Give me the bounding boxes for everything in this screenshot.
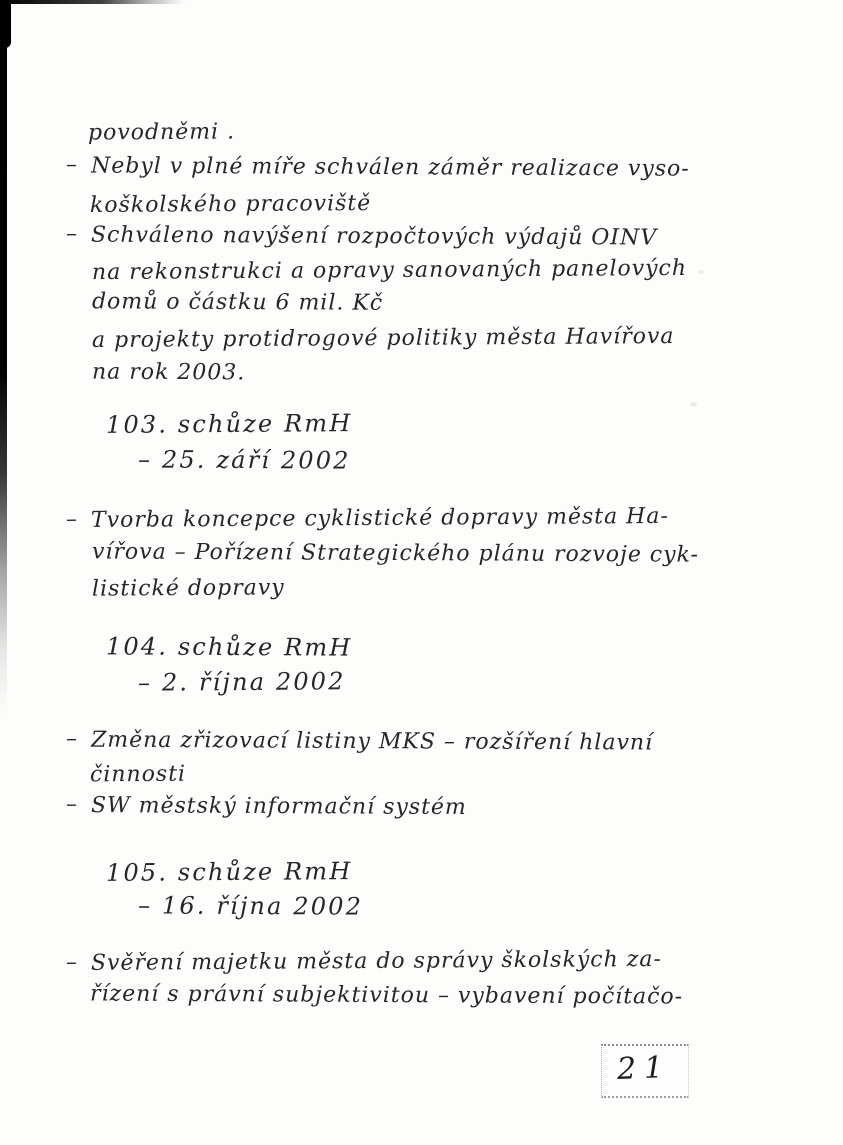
handwritten-line (92, 539, 699, 569)
line-text: listické dopravy (91, 575, 285, 602)
line-text: – 25. září 2002 (137, 445, 351, 475)
handwritten-line (90, 762, 186, 789)
line-text: činnosti (89, 761, 187, 788)
line-text: 105. schůze RmH (105, 857, 353, 887)
line-text: a projekty protidrogové politiky města Havířova (91, 323, 675, 354)
line-text: SW městský informační systém (90, 793, 467, 821)
handwritten-line (92, 289, 383, 317)
page-number: 21 (616, 1050, 672, 1087)
bullet-dash: – (65, 726, 79, 752)
bullet-dash: – (65, 791, 79, 818)
handwritten-line (88, 119, 235, 146)
meeting-heading (106, 857, 353, 888)
handwritten-line (92, 575, 285, 603)
bullet-dash: – (65, 507, 79, 533)
meeting-date (138, 667, 346, 697)
line-text: koškolského pracoviště (89, 191, 372, 218)
line-text: domů o částku 6 mil. Kč (91, 289, 384, 316)
line-text: 104. schůze RmH (105, 632, 353, 662)
bullet-dash: – (65, 152, 79, 178)
handwritten-line (66, 504, 669, 535)
handwritten-line (66, 153, 690, 183)
line-text: – 2. října 2002 (137, 667, 346, 697)
line-text: Svěření majetku města do správy školských za- (90, 946, 662, 976)
line-text: na rok 2003. (91, 359, 246, 386)
line-text: povodněmi . (87, 119, 236, 146)
meeting-heading (106, 632, 353, 662)
line-text: Nebyl v plné míře schválen záměr realizace vyso- (90, 153, 690, 182)
scan-speck (690, 402, 697, 407)
scan-speck (698, 270, 704, 274)
handwritten-line (90, 191, 371, 219)
bullet-dash: – (65, 221, 79, 247)
line-text: Schváleno navýšení rozpočtových výdajů OINV (90, 222, 658, 251)
bullet-dash: – (65, 949, 79, 976)
handwritten-line (92, 360, 245, 387)
line-text: 103. schůze RmH (105, 409, 353, 439)
meeting-date (138, 445, 351, 475)
handwritten-line (66, 793, 467, 821)
line-text: Tvorba koncepce cyklistické dopravy města Ha- (90, 503, 669, 533)
scan-artifact-top-edge (0, 0, 185, 4)
handwritten-line (90, 981, 683, 1010)
meeting-heading (106, 409, 353, 440)
line-text: Změna zřizovací listiny MKS – rozšíření hlavní (90, 727, 654, 756)
scan-artifact-left-top-corner (0, 0, 11, 48)
meeting-date (138, 891, 363, 921)
line-text: vířova – Pořízení Strategického plánu rozvoje cyk- (91, 539, 700, 568)
handwritten-line (92, 256, 687, 287)
page-number-box (601, 1044, 689, 1098)
handwritten-line (66, 947, 662, 978)
line-text: – 16. října 2002 (137, 891, 364, 921)
line-text: řízení s právní subjektivitou – vybavení počítačo- (89, 981, 684, 1010)
handwritten-line (66, 727, 653, 756)
scan-artifact-left-edge (0, 0, 7, 715)
handwritten-line (66, 222, 657, 251)
line-text: na rekonstrukci a opravy sanovaných panelových (91, 255, 688, 286)
handwritten-line (92, 324, 675, 354)
